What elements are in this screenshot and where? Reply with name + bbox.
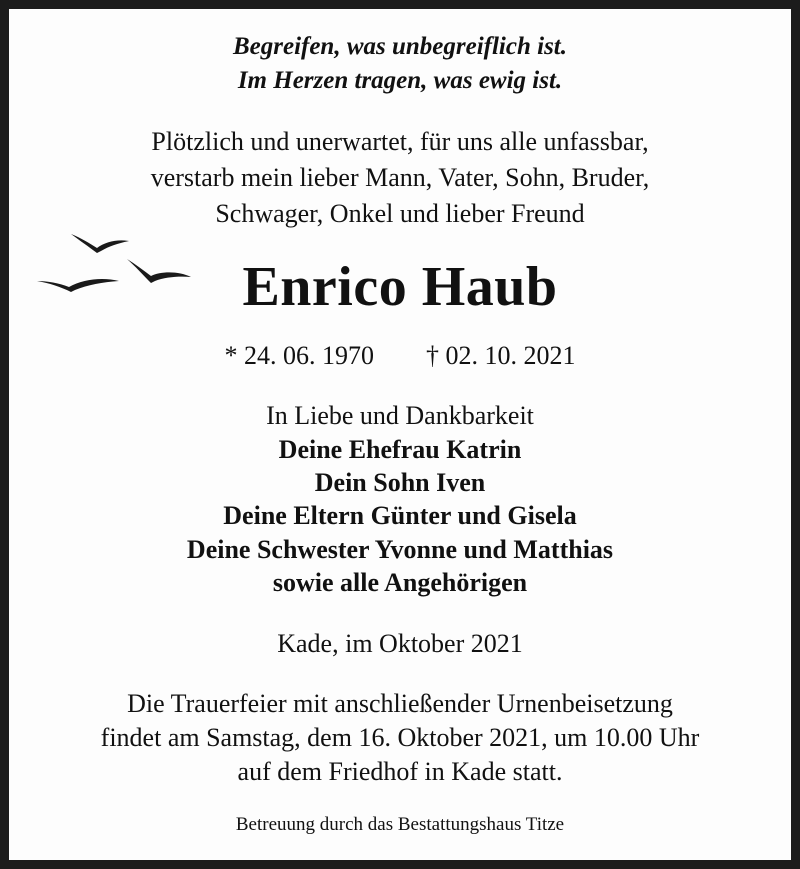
mourners-intro: In Liebe und Dankbarkeit [266, 401, 534, 430]
birth-date: * 24. 06. 1970 [224, 341, 374, 370]
mourner-5: sowie alle Angehörigen [272, 568, 528, 597]
motto-line-2: Im Herzen tragen, was ewig ist. [237, 67, 563, 94]
funeral-line-1: Die Trauerfeier mit anschließender Urnenbeisetzung [127, 689, 673, 718]
funeral-line-2: findet am Samstag, dem 16. Oktober 2021, um 10.00 Uhr [100, 723, 700, 752]
place-date: Kade, im Oktober 2021 [277, 629, 523, 658]
mourner-2: Dein Sohn Iven [314, 468, 486, 497]
funeral-line-3: auf dem Friedhof in Kade statt. [237, 757, 563, 786]
intro-line-1: Plötzlich und unerwartet, für uns alle unfassbar, [151, 127, 649, 156]
intro-line-2: verstarb mein lieber Mann, Vater, Sohn, Bruder, [150, 163, 650, 192]
mourner-3: Deine Eltern Günter und Gisela [223, 501, 577, 530]
mourner-1: Deine Ehefrau Katrin [278, 435, 522, 464]
funeral-home-credit: Betreuung durch das Bestattungshaus Titze [235, 814, 565, 835]
motto-line-1: Begreifen, was unbegreiflich ist. [232, 33, 568, 60]
mourner-4: Deine Schwester Yvonne und Matthias [186, 535, 614, 564]
deceased-name: Enrico Haub [242, 256, 558, 318]
intro-line-3: Schwager, Onkel und lieber Freund [215, 199, 585, 228]
life-dates [9, 341, 791, 371]
death-date: † 02. 10. 2021 [426, 341, 576, 370]
